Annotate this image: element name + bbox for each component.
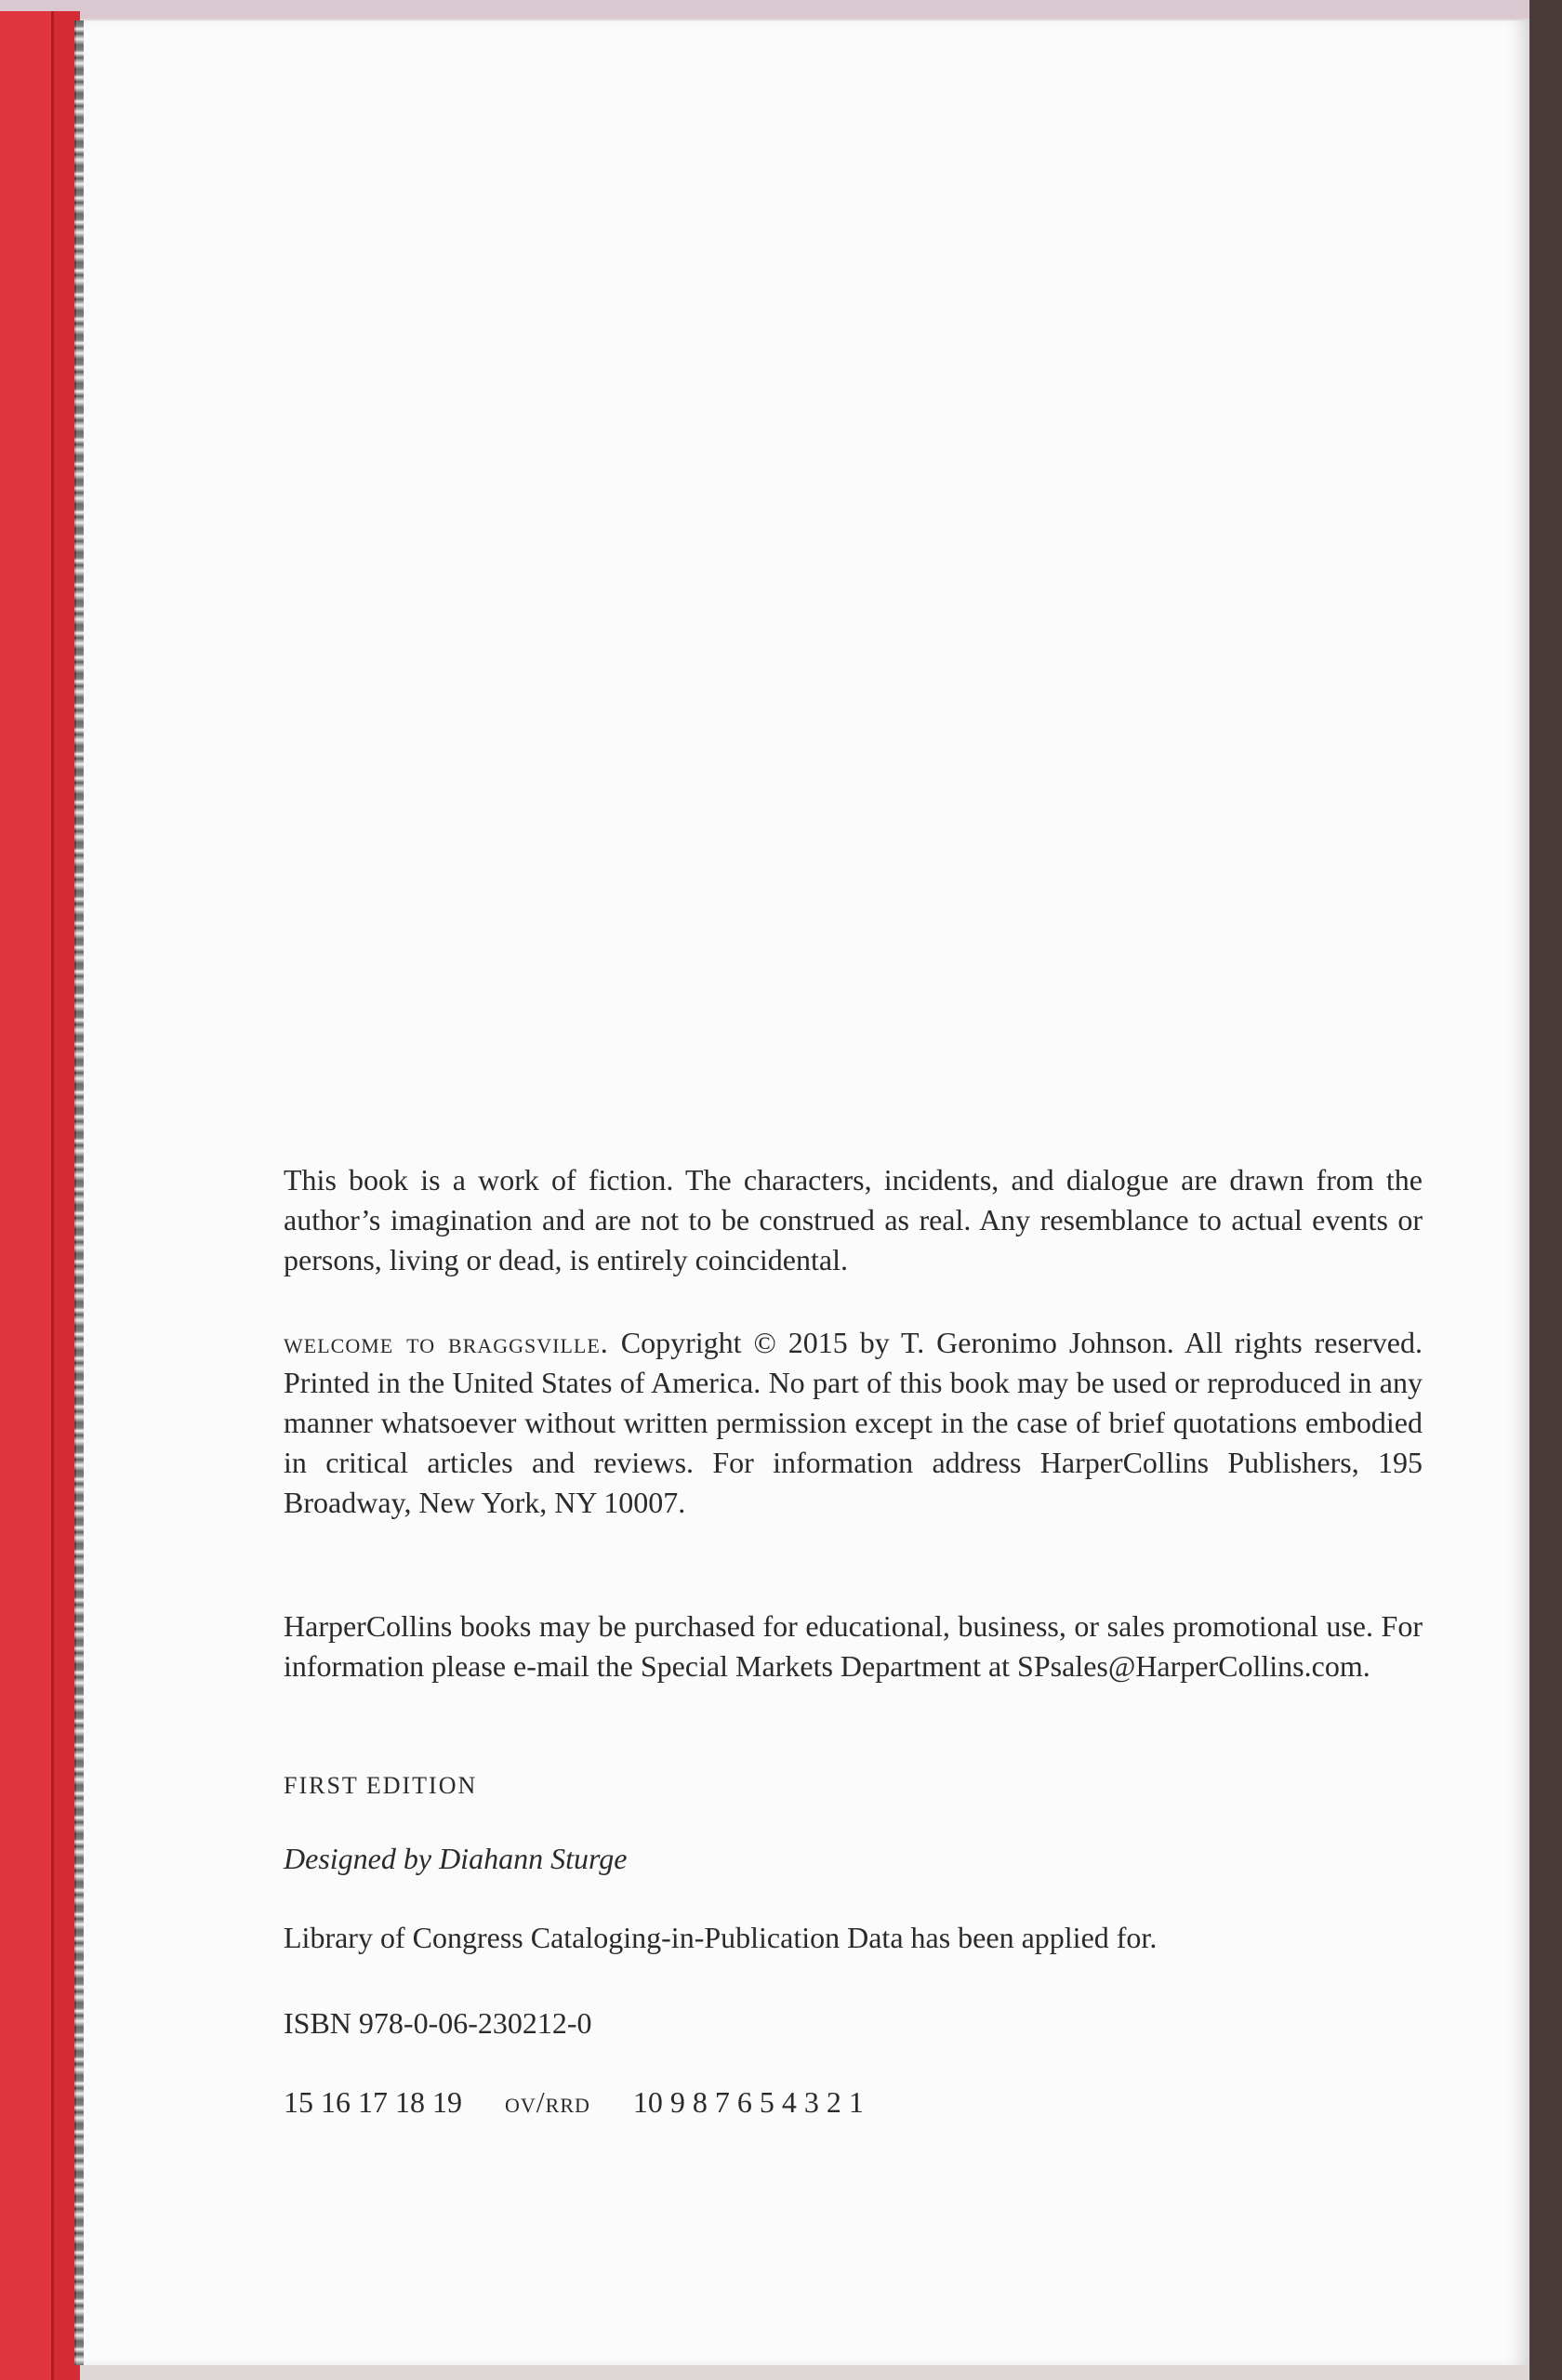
red-cover-edge bbox=[0, 11, 51, 2380]
designer-block bbox=[284, 1842, 1423, 1876]
cip-block bbox=[284, 1921, 1423, 1955]
edition-label: FIRST EDITION bbox=[284, 1772, 478, 1799]
printing-years: 15 16 17 18 19 bbox=[284, 2085, 462, 2119]
disclaimer-text: This book is a work of fiction. The characters, incidents, and dialogue are drawn from the author’s imagination and are not to be construed as real. Any resemblance to actual events or persons, living or dead, is entirely coincidental. bbox=[284, 1163, 1423, 1276]
right-edge bbox=[1529, 0, 1562, 2380]
sales-text: HarperCollins books may be purchased for educational, business, or sales promotional use. For information please e-mail the Special Markets Department at SPsales@HarperCollins.com. bbox=[284, 1609, 1423, 1683]
book-title: welcome to braggsville. bbox=[284, 1326, 609, 1359]
disclaimer-block bbox=[284, 1160, 1423, 1280]
isbn: ISBN 978-0-06-230212-0 bbox=[284, 2006, 592, 2040]
copyright-block bbox=[284, 1323, 1423, 1523]
sales-block bbox=[284, 1606, 1423, 1686]
designer-credit: Designed by Diahann Sturge bbox=[284, 1842, 628, 1875]
copyright-body: Copyright © 2015 by T. Geronimo Johnson. All rights reserved. Printed in the United States of America. No part of this book may be used or reproduced in any manner whatsoever without written permission except in the case of brief quotations embodied in critical articles and reviews. For information address HarperCollins Publishers, 195 Broadway, New York, NY 10007. bbox=[284, 1326, 1423, 1519]
edition-block bbox=[284, 1772, 1423, 1800]
printing-code: ov/rrd bbox=[505, 2085, 590, 2119]
deckle-edge bbox=[74, 20, 84, 2365]
printing-numbers: 10 9 8 7 6 5 4 3 2 1 bbox=[632, 2085, 864, 2119]
printing-block bbox=[284, 2085, 1423, 2120]
printing-line bbox=[284, 2085, 1423, 2120]
copyright-text bbox=[284, 1323, 1423, 1523]
top-edge bbox=[0, 0, 1562, 19]
cip-statement: Library of Congress Cataloging-in-Publication Data has been applied for. bbox=[284, 1921, 1158, 1954]
isbn-block bbox=[284, 2006, 1423, 2041]
